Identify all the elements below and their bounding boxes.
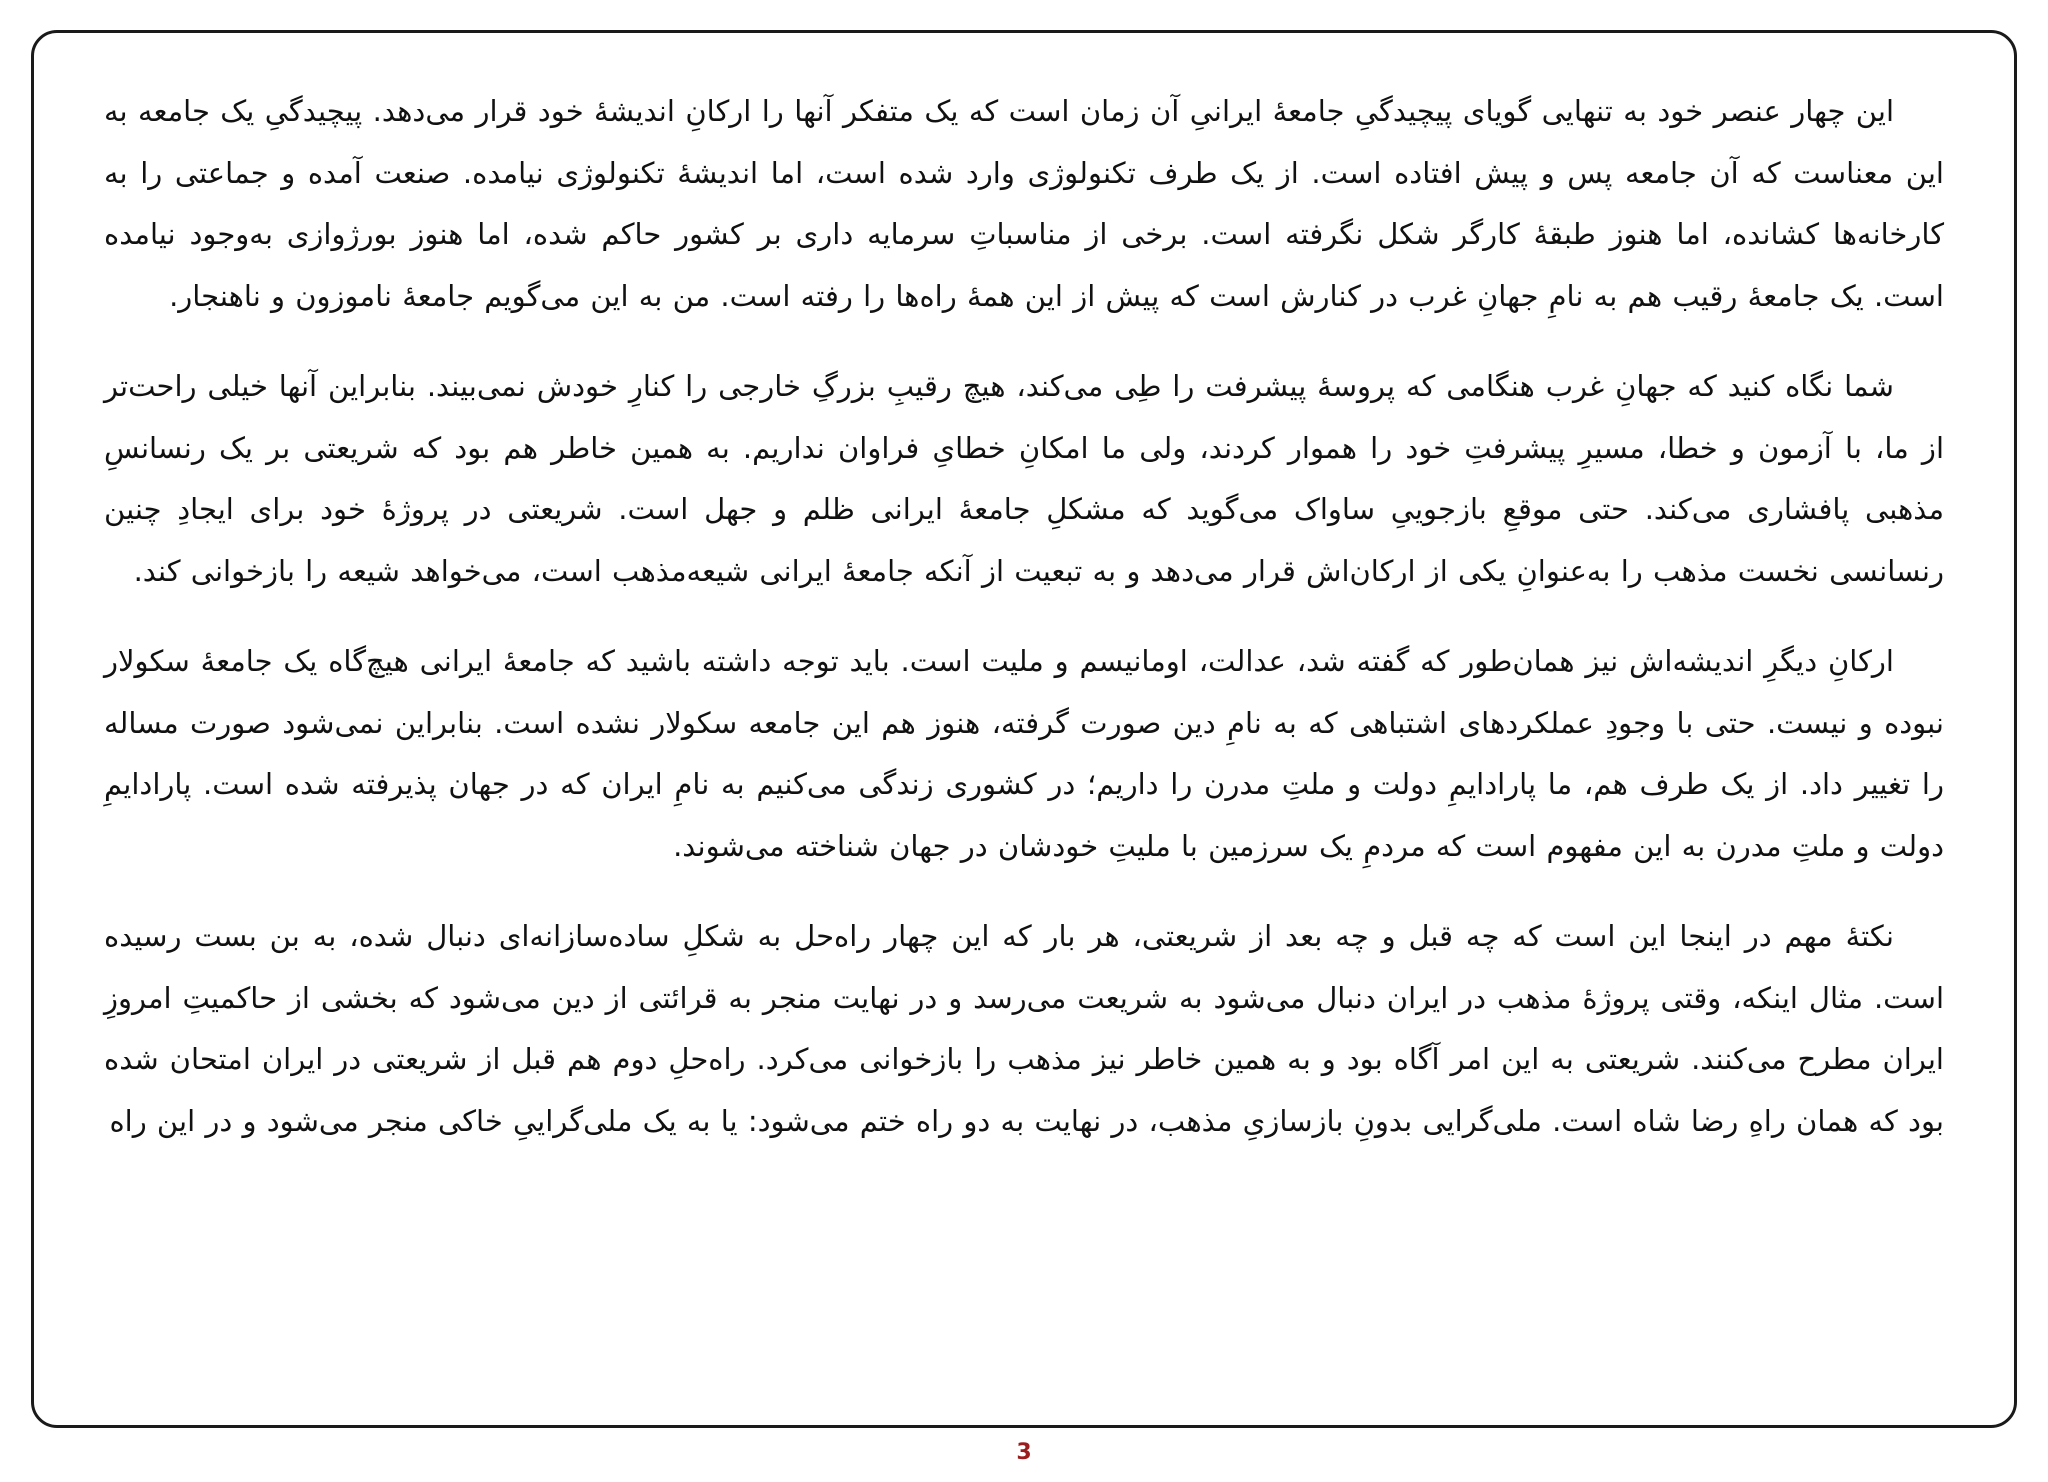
text-frame bbox=[31, 30, 2017, 1428]
paragraph-1: این چهار عنصر خود به تنهایی گویای پیچیدگیِ جامعۀ ایرانیِ آن زمان است که یک متفکر آنها را ارکانِ اندیشۀ خود قرار می‌دهد. پیچیدگیِ یک جامعه به این معناست که آن جامعه پس و پیش افتاده است. از یک طرف تکنولوژی وارد شده است، اما اندیشۀ تکنولوژی نیامده. صنعت آمده و جماعتی را به کارخانه‌ها کشانده، اما هنوز طبقۀ کارگر شکل نگرفته است. برخی از مناسباتِ سرمایه داری بر کشور حاکم شده، اما هنوز بورژوازی به‌وجود نیامده است. یک جامعۀ رقیب هم به نامِ جهانِ غرب در کنارش است که پیش از این همۀ راه‌ها را رفته است. من به این می‌گویم جامعۀ ناموزون و ناهنجار. bbox=[104, 94, 1944, 313]
paragraph-3: ارکانِ دیگرِ اندیشه‌اش نیز همان‌طور که گفته شد، عدالت، اومانیسم و ملیت است. باید توجه داشته باشید که جامعۀ ایرانی هیچ‌گاه یک جامعۀ سکولار نبوده و نیست. حتی با وجودِ عملکردهای اشتباهی که به نامِ دین صورت گرفته، هنوز هم این جامعه سکولار نشده است. بنابراین نمی‌شود صورت مساله را تغییر داد. از یک طرف هم، ما پارادایمِ دولت و ملتِ مدرن را داریم؛ در کشوری زندگی می‌کنیم به نامِ ایران که در جهان پذیرفته شده است. پارادایمِ دولت و ملتِ مدرن به این مفهوم است که مردمِ یک سرزمین با ملیتِ خودشان در جهان شناخته می‌شوند. bbox=[104, 644, 1944, 863]
page-number: 3 bbox=[1016, 1440, 1032, 1465]
paragraph-4: نکتۀ مهم در اینجا این است که چه قبل و چه بعد از شریعتی، هر بار که این چهار راه‌حل به شکلِ ساده‌سازانه‌ای دنبال شده، به بن بست رسیده است. مثال اینکه، وقتی پروژۀ مذهب در ایران دنبال می‌شود به شریعت می‌رسد و در نهایت منجر به قرائتی از دین می‌شود که بخشی از حاکمیتِ امروزِ ایران مطرح می‌کنند. شریعتی به این امر آگاه بود و به همین خاطر نیز مذهب را بازخوانی می‌کرد. راه‌حلِ دوم هم قبل از شریعتی در ایران امتحان شده بود که همان راهِ رضا شاه است. ملی‌گرایی بدونِ بازسازیِ مذهب، در نهایت به دو راه ختم می‌شود: یا به یک ملی‌گراییِ خاکی منجر می‌شود و در این راه bbox=[104, 919, 1944, 1138]
paragraph-2: شما نگاه کنید که جهانِ غرب هنگامی که پروسۀ پیشرفت را طِی می‌کند، هیچ رقیبِ بزرگِ خارجی را کنارِ خودش نمی‌بیند. بنابراین آنها خیلی راحت‌تر از ما، با آزمون و خطا، مسیرِ پیشرفتِ خود را هموار کردند، ولی ما امکانِ خطایِ فراوان نداریم. به همین خاطر هم بود که شریعتی بر یک رنسانسِ مذهبی پافشاری می‌کند. حتی موقعِ بازجوییِ ساواک می‌گوید که مشکلِ جامعۀ ایرانی ظلم و جهل است. شریعتی در پروژۀ خود برای ایجادِ چنین رنسانسی نخست مذهب را به‌عنوانِ یکی از ارکان‌اش قرار می‌دهد و به تبعیت از آنکه جامعۀ ایرانی شیعه‌مذهب است، می‌خواهد شیعه را بازخوانی کند. bbox=[104, 369, 1944, 588]
article-body bbox=[104, 81, 1944, 1152]
